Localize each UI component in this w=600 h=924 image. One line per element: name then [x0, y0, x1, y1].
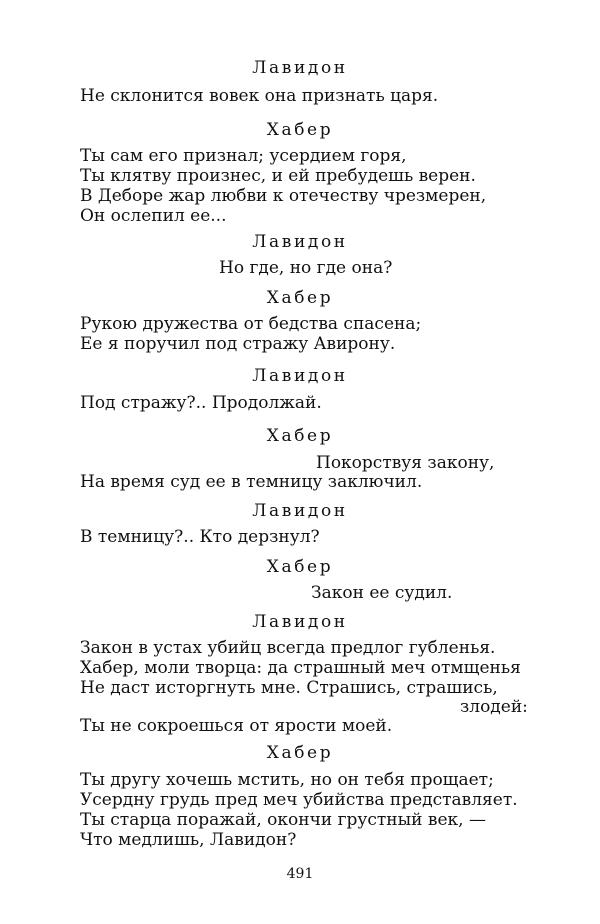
speaker-name: Хабер [266, 288, 334, 308]
verse-line: Ты другу хочешь мстить, но он тебя прощает; [80, 770, 494, 790]
verse-line: Рукою дружества от бедства спасена; [80, 314, 422, 334]
verse-line: Закон в устах убийц всегда предлог губленья. [80, 638, 496, 658]
verse-line: Он ослепил ее... [80, 206, 227, 226]
speaker-name: Хабер [266, 743, 334, 763]
speaker-name: Хабер [266, 120, 334, 140]
verse-line: Ты не сокроешься от ярости моей. [80, 716, 393, 736]
verse-line: Ты старца поражай, окончи грустный век, — [80, 810, 486, 830]
speaker-name: Хабер [266, 557, 334, 577]
verse-line: Хабер, моли творца: да страшный меч отмщенья [80, 658, 521, 678]
verse-line: Ты клятву произнес, и ей пребудешь верен. [80, 166, 476, 186]
verse-line: Ты сам его признал; усердием горя, [80, 146, 407, 166]
verse-line: Покорствуя закону, [316, 453, 495, 473]
speaker-name: Лавидон [252, 612, 348, 632]
verse-line: На время суд ее в темницу заключил. [80, 472, 423, 492]
speaker-name: Хабер [266, 426, 334, 446]
verse-line: Что медлишь, Лавидон? [80, 830, 297, 850]
verse-line: злодей: [460, 697, 528, 717]
speaker-name: Лавидон [252, 58, 348, 78]
verse-line: В Деборе жар любви к отечеству чрезмерен, [80, 186, 487, 206]
verse-line: Усердну грудь пред меч убийства представляет. [80, 790, 518, 810]
speaker-name: Лавидон [252, 501, 348, 521]
speaker-name: Лавидон [252, 366, 348, 386]
speaker-name: Лавидон [252, 232, 348, 252]
page-number: 491 [286, 866, 314, 882]
verse-line: Не даст исторгнуть мне. Страшись, страшись, [80, 678, 498, 698]
verse-line: Не склонится вовек она признать царя. [80, 86, 439, 106]
verse-line: Но где, но где она? [219, 258, 393, 278]
verse-line: Ее я поручил под стражу Авирону. [80, 334, 396, 354]
verse-line: Закон ее судил. [311, 583, 453, 603]
verse-line: В темницу?.. Кто дерзнул? [80, 527, 320, 547]
verse-line: Под стражу?.. Продолжай. [80, 393, 322, 413]
